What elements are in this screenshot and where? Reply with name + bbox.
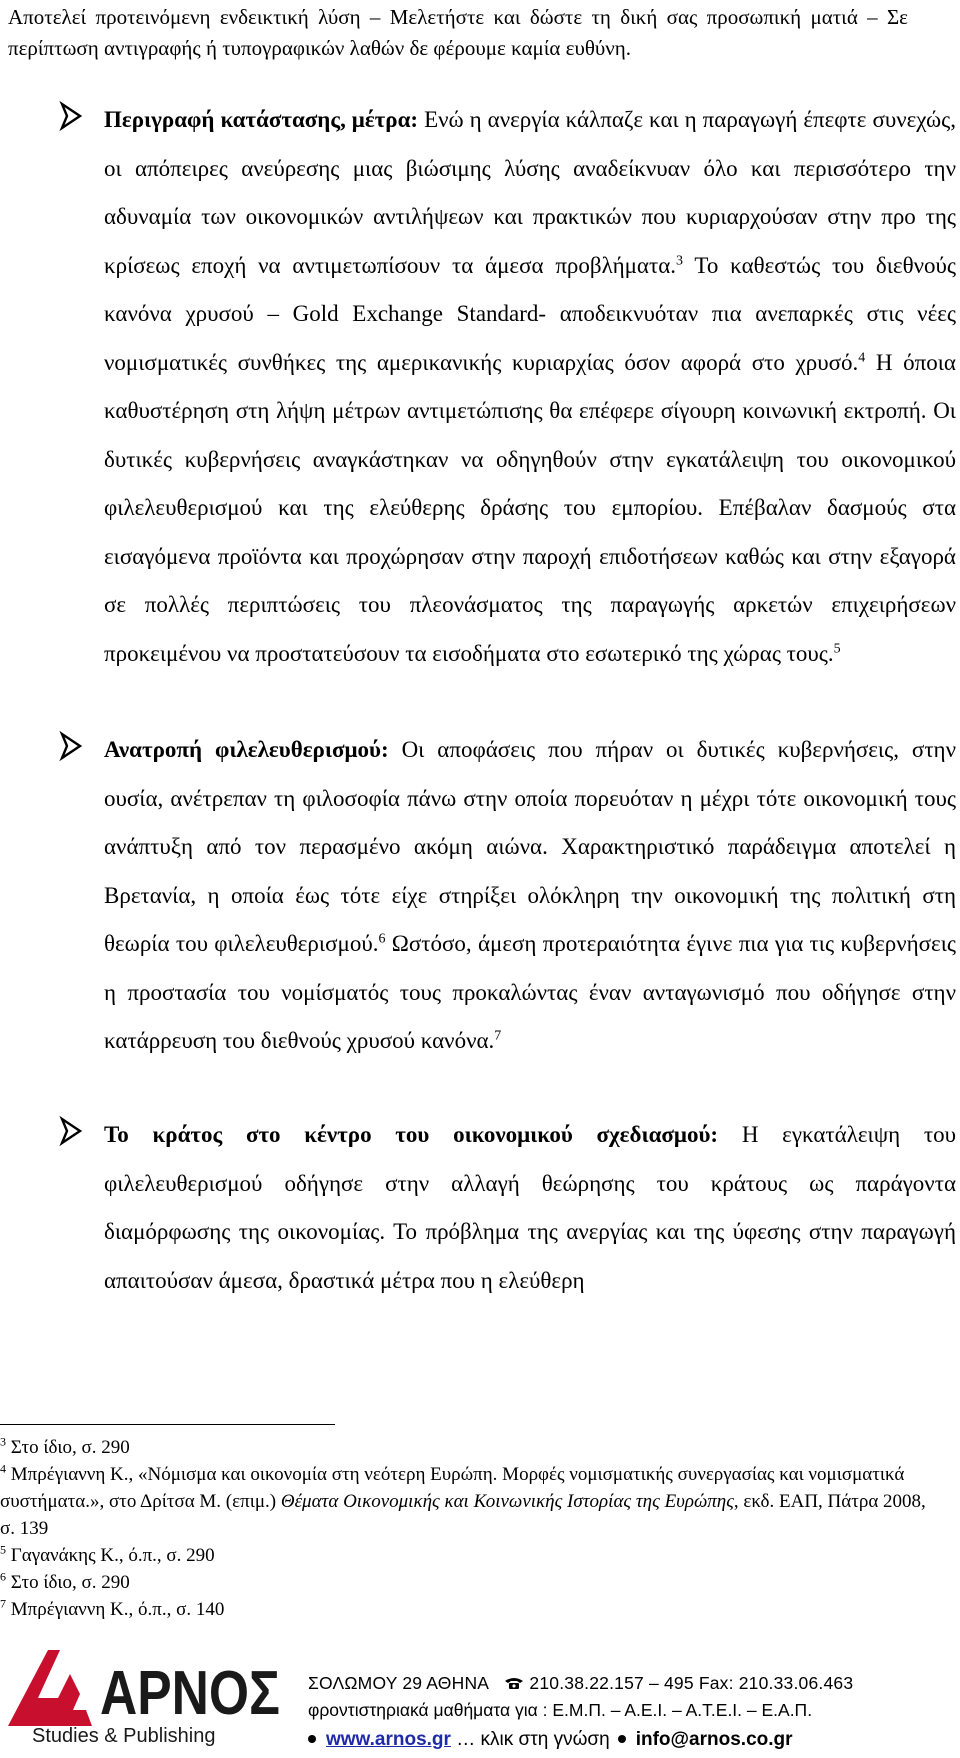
section-situation <box>60 96 956 678</box>
footnote: $^6$ Στο ίδιο, σ. 290 <box>0 1569 130 1593</box>
tagline: … κλικ στη γνώση <box>456 1729 610 1750</box>
phone-numbers: 210.38.22.157 – 495 Fax: 210.33.06.463 <box>529 1673 854 1693</box>
footnote-ref[interactable]: 4 <box>858 349 866 365</box>
arrow-bullet-icon <box>60 1117 82 1145</box>
footer <box>0 1628 960 1758</box>
logo-subtitle: Studies & Publishing <box>32 1725 216 1747</box>
contact-block <box>308 1670 948 1753</box>
section-paragraph: Το κράτος στο κέντρο του οικονομικού σχεδιασμού: Η εγκατάλειψη του φιλελευθερισμού οδήγησε στην αλλαγή θεώρησης του κράτους ως παράγοντα διαμόρφωσης της οικονομίας. Το πρόβλημα της ανεργίας και της ύφεσης στην παραγωγή απαιτούσαν άμεσα, δραστικά μέτρα που η ελεύθερη <box>104 1122 957 1293</box>
section-heading: Περιγραφή κατάστασης, μέτρα: <box>104 107 419 132</box>
footnote-divider <box>0 1424 335 1425</box>
section-heading: Το κράτος στο κέντρο του οικονομικού σχεδιασμού: <box>104 1122 719 1147</box>
logo-wordmark: ΑΡΝΟΣ <box>100 1659 280 1728</box>
arrow-bullet-icon <box>60 102 82 130</box>
footnote: $^5$ Γαγανάκης Κ., ό.π., σ. 290 <box>0 1542 215 1566</box>
footnote-ref[interactable]: 5 <box>833 640 841 656</box>
bullet-dot-icon <box>308 1735 316 1743</box>
footnotes <box>0 1434 930 1623</box>
footnote-ref[interactable]: 6 <box>378 931 386 947</box>
footnote-ref[interactable]: 7 <box>494 1028 502 1044</box>
section-paragraph: Ανατροπή φιλελευθερισμού: Οι αποφάσεις που πήραν οι δυτικές κυβερνήσεις, στην ουσία, ανέτρεπαν τη φιλοσοφία πάνω στην οποία πορευόταν η μέχρι τότε οικονομική τους ανάπτυξη από τον περασμένο ακόμη αιώνα. Χαρακτηριστικό παράδειγμα αποτελεί η Βρετανία, η οποία έως τότε είχε στηρίξει ολόκληρη την οικονομική της πολιτική στη θεωρία του φιλελευθερισμού.$^6$ Ωστόσο, άμεση προτεραιότητα έγινε πια για τις κυβερνήσεις η προστασία του νομίσματός τους προκαλώντας έναν ανταγωνισμό που οδήγησε στην κατάρρευση του διεθνούς χρυσού κανόνα.$^7$ <box>104 737 957 1053</box>
arrow-bullet-icon <box>60 732 82 760</box>
bullet-dot-icon <box>618 1735 626 1743</box>
courses: φροντιστηριακά μαθήματα για : Ε.Μ.Π. – Α.Ε.Ι. – Α.Τ.Ε.Ι. – Ε.Α.Π. <box>308 1700 813 1720</box>
footnote-ref[interactable]: 3 <box>676 252 684 268</box>
footnote: $^4$ Μπρέγιαννη Κ., «Νόμισμα και οικονομία στη νεότερη Ευρώπη. Μορφές νομισματικής συνεργασίας και νομισματικά συστήματα.», στο Δρίτσα Μ. (επιμ.) Θέματα Οικονομικής και Κοινωνικής Ιστορίας της Ευρώπης, εκδ. ΕΑΠ, Πάτρα 2008, σ. 139 <box>0 1461 926 1539</box>
section-heading: Ανατροπή φιλελευθερισμού: <box>104 737 389 762</box>
section-liberalism <box>60 726 956 1066</box>
email-link[interactable]: info@arnos.co.gr <box>635 1729 793 1750</box>
arnos-logo <box>0 1638 290 1748</box>
address: ΣΟΛΩΜΟΥ 29 ΑΘΗΝΑ <box>308 1673 490 1693</box>
section-state <box>60 1111 956 1305</box>
section-paragraph: Περιγραφή κατάστασης, μέτρα: Ενώ η ανεργία κάλπαζε και η παραγωγή έπεφτε συνεχώς, οι απόπειρες ανεύρεσης μιας βιώσιμης λύσης αναδείκνυαν όλο και περισσότερο την αδυναμία των οικονομικών αντιλήψεων και πρακτικών που κυριαρχούσαν στην προ της κρίσεως εποχή να αντιμετωπίσουν τα άμεσα προβλήματα.$^3$ Το καθεστώς του διεθνούς κανόνα χρυσού – Gold Exchange Standard- αποδεικνυόταν πια ανεπαρκές στις νέες νομισματικές συνθήκες της αμερικανικής κυριαρχίας όσον αφορά στο χρυσό.$^4$ Η όποια καθυστέρηση στη λήψη μέτρων αντιμετώπισης θα επέφερε σίγουρη κοινωνική εκτροπή. Οι δυτικές κυβερνήσεις αναγκάστηκαν να οδηγηθούν στην εγκατάλειψη του οικονομικού φιλελευθερισμού και της ελεύθερης δράσης του εμπορίου. Επέβαλαν δασμούς στα εισαγόμενα προϊόντα και προχώρησαν στην παροχή επιδοτήσεων καθώς και στην εξαγορά σε πολλές περιπτώσεις του πλεονάσματος της παραγωγής αρκετών επιχειρήσεων προκειμένου να προστατεύσουν τα εισοδήματα στο εσωτερικό της χώρας τους.$^5$ <box>104 107 957 666</box>
header-disclaimer: Αποτελεί προτεινόμενη ενδεικτική λύση – Μελετήστε και δώστε τη δική σας προσωπική ματιά – Σε περίπτωση αντιγραφής ή τυπογραφικών λαθών δε φέρουμε καμία ευθύνη. <box>8 5 908 60</box>
footnote: $^3$ Στο ίδιο, σ. 290 <box>0 1434 130 1458</box>
footnote: $^7$ Μπρέγιαννη Κ., ό.π., σ. 140 <box>0 1596 225 1620</box>
phone-icon <box>504 1676 524 1690</box>
website-link[interactable]: www.arnos.gr <box>326 1729 451 1750</box>
